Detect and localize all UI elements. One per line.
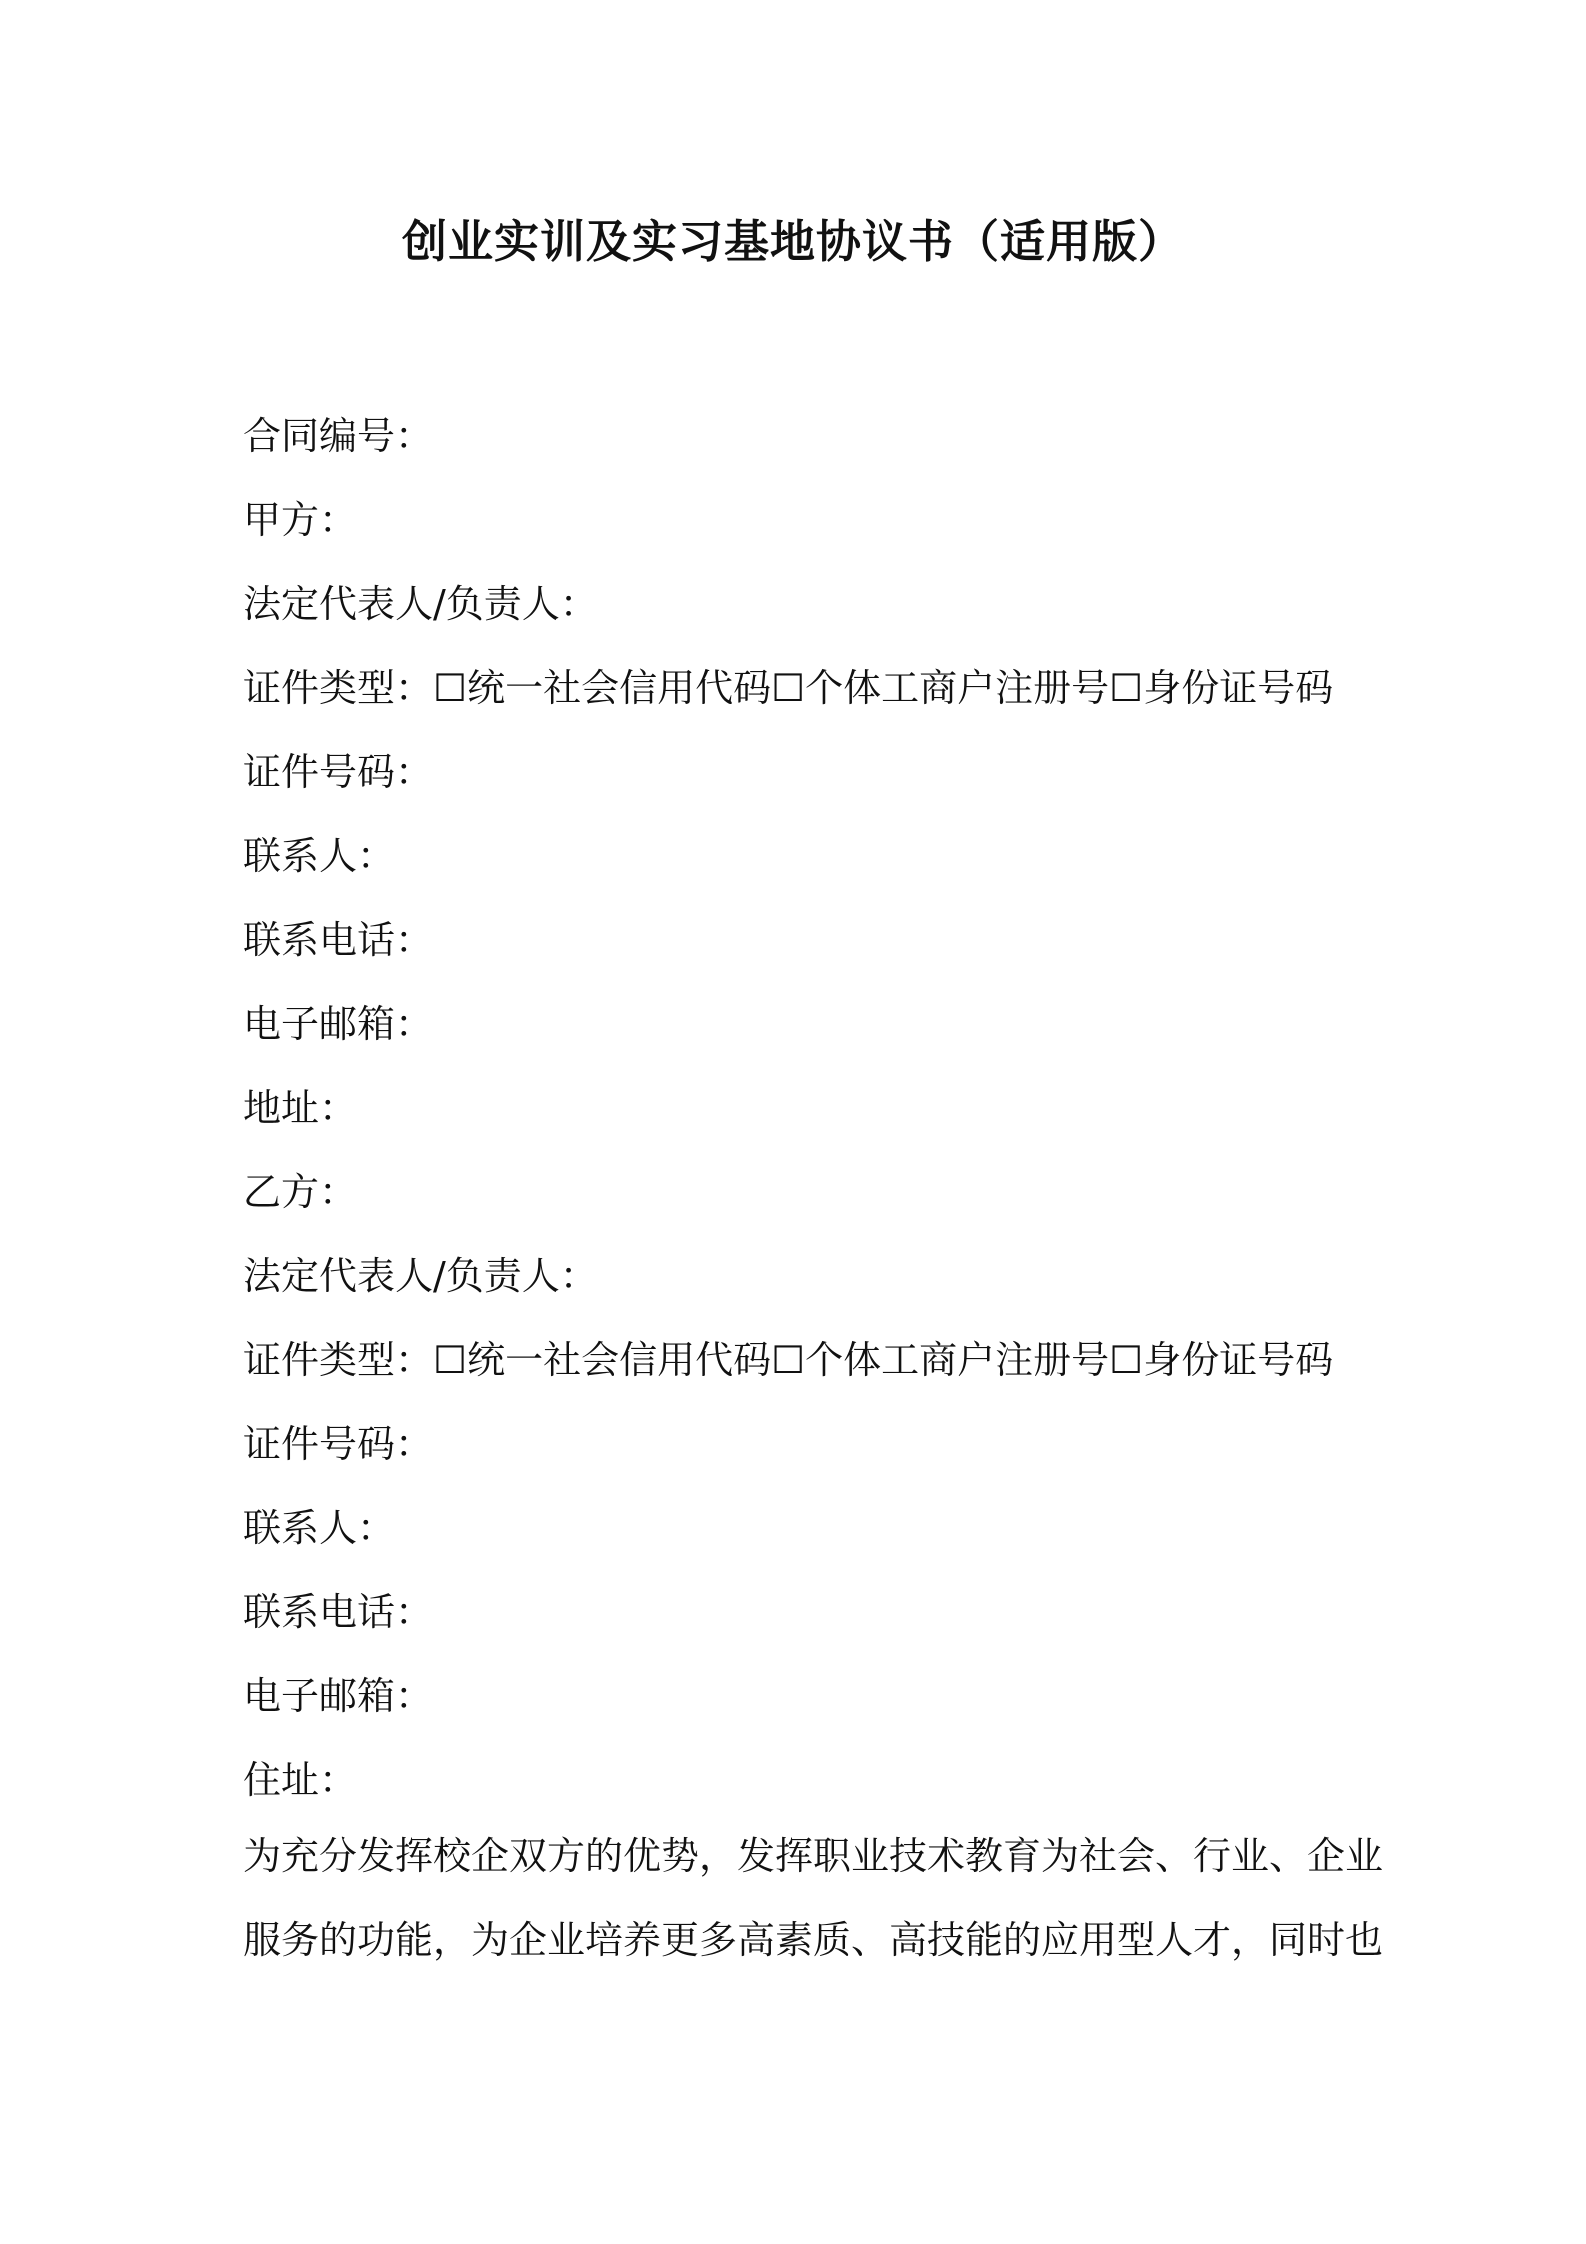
party-b-legal-representative-field: 法定代表人/负责人：: [243, 1254, 598, 1298]
party-a-phone-field: 联系电话：: [243, 918, 434, 962]
paragraph-line: 为充分发挥校企双方的优势，发挥职业技术教育为社会、行业、企业: [243, 1834, 1384, 1878]
party-a-id-number-field: 证件号码：: [243, 750, 434, 794]
party-b-field: 乙方：: [243, 1170, 358, 1214]
party-a-id-type-field: 证件类型：☐统一社会信用代码☐个体工商户注册号☐身份证号码: [243, 666, 1334, 710]
party-a-address-field: 地址：: [243, 1086, 358, 1130]
preamble-paragraph: [243, 1826, 1384, 1994]
party-b-email-field: 电子邮箱：: [243, 1674, 434, 1718]
party-a-legal-representative-field: 法定代表人/负责人：: [243, 582, 598, 626]
party-b-contact-person-field: 联系人：: [243, 1506, 396, 1550]
party-info-fields: [243, 406, 1363, 1834]
party-b-residence-field: 住址：: [243, 1758, 358, 1802]
party-b-id-type-field: 证件类型：☐统一社会信用代码☐个体工商户注册号☐身份证号码: [243, 1338, 1334, 1382]
contract-number-field: 合同编号：: [243, 414, 434, 458]
party-a-email-field: 电子邮箱：: [243, 1002, 434, 1046]
document-title: 创业实训及实习基地协议书（适用版）: [401, 215, 1184, 268]
party-a-contact-person-field: 联系人：: [243, 834, 396, 878]
party-b-phone-field: 联系电话：: [243, 1590, 434, 1634]
party-a-field: 甲方：: [243, 498, 358, 542]
paragraph-line: 服务的功能，为企业培养更多高素质、高技能的应用型人才，同时也: [243, 1918, 1384, 1962]
party-b-id-number-field: 证件号码：: [243, 1422, 434, 1466]
